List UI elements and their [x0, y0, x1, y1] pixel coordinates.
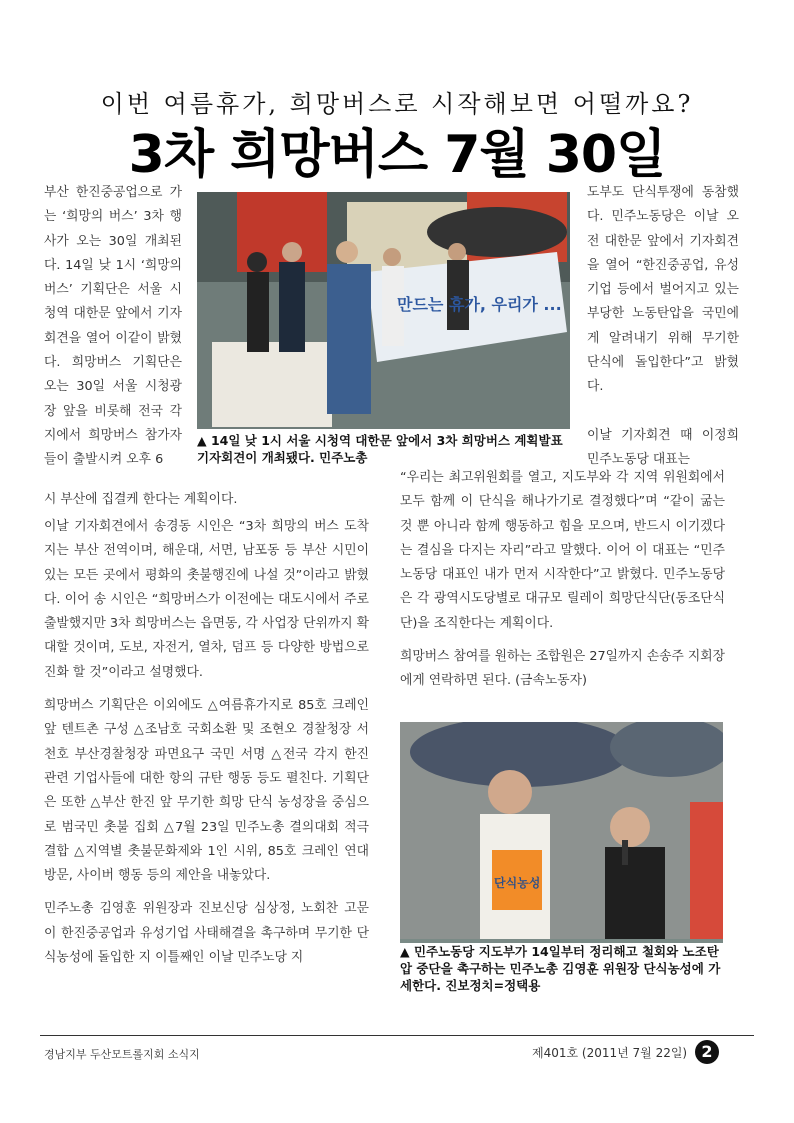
photo-caption-2: ▲ 민주노동당 지도부가 14일부터 정리해고 철회와 노조탄압 중단을 촉구하는 민주노총 김영훈 위원장 단식농성에 가세한다. 진보정치=정택용: [400, 944, 721, 993]
paragraph: 민주노총 김영훈 위원장과 진보신당 심상정, 노회찬 고문이 한진중공업과 유성기업 사태해결을 촉구하며 무기한 단식농성에 돌입한 지 이틀째인 이날 민주노당 지: [44, 901, 369, 966]
hunger-strike-illustration: [400, 722, 723, 939]
hunger-strike-photo: [400, 722, 723, 943]
body-text: 부산 한진중공업으로 가는 ‘희망의 버스’ 3차 행사가 오는 30일 개최된다. 14일 낮 1시 ‘희망의 버스’ 기획단은 서울 시청역 대한문 앞에서 기자회견을 열어 이같이 밝혔다. 희망버스 기획단은 오는 30일 서울 시청광장 앞을 비롯해 전국 각지에서 희망버스 참가자들이 출발시켜 오후 6: [44, 185, 182, 468]
banner-text: 만드는 휴가, 우리가 ...: [397, 295, 562, 314]
press-conference-photo: [197, 192, 570, 429]
body-text: 이날 기자회견 때 이정희 민주노동당 대표는: [587, 428, 739, 468]
right-column-top: [587, 181, 739, 400]
page-title: 3차 희망버스 7월 30일: [128, 125, 666, 185]
left-column-tail: [44, 488, 374, 512]
paragraph: 희망버스 기획단은 이외에도 △여름휴가지로 85호 크레인 앞 텐트촌 구성 △조남호 국회소환 및 조현오 경찰청장 서천호 부산경찰청장 파면요구 국민 서명 △전국 각지 한진 관련 기업사들에 대한 항의 규탄 행동 등도 펼친다. 기획단은 또한 △부산 한진 앞 무기한 희망 단식 농성장을 중심으로 범국민 촛불 집회 △7월 23일 민주노총 결의대회 적극 결합 △지역별 촛불문화제와 1인 시위, 85호 크레인 연대방문, 사이버 행동 등의 제안을 내놓았다.: [44, 698, 369, 884]
paragraph: 이날 기자회견에서 송경동 시인은 “3차 희망의 버스 도착지는 부산 전역이며, 해운대, 서면, 남포동 등 부산 시민이 있는 모든 곳에서 평화의 촛불행진에 나설 것”이라고 밝혔다. 이어 송 시인은 “희망버스가 이전에는 대도시에서 주로 출발했지만 3차 희망버스는 읍면동, 각 사업장 단위까지 확대할 것이며, 도보, 자전거, 열차, 덤프 등 다양한 방법으로 진화 할 것”이라고 설명했다.: [44, 519, 370, 680]
photo-caption-1: ▲ 14일 낮 1시 서울 시청역 대한문 앞에서 3차 희망버스 계획발표 기자회견이 개최됐다. 민주노총: [197, 433, 563, 465]
left-column-top: [44, 181, 182, 473]
body-text: 시 부산에 집결케 한다는 계획이다.: [44, 492, 238, 507]
left-column: [44, 515, 369, 979]
subtitle: 이번 여름휴가, 희망버스로 시작해보면 어떨까요?: [100, 90, 694, 118]
footer-publication: 경남지부 두산모트롤지회 소식지: [44, 1048, 200, 1061]
sign-text: 단식농성: [494, 876, 541, 890]
right-column: [400, 466, 725, 703]
paragraph: “우리는 최고위원회를 열고, 지도부와 각 지역 위원회에서 모두 함께 이 단식을 해나가기로 결정했다”며 “같이 굶는 것 뿐 아니라 함께 행동하고 힘을 모으며, 반드시 이기겠다는 결심을 다지는 자리”라고 말했다. 이어 이 대표는 “민주노동당 대표인 내가 먼저 시작한다”고 밝혔다. 민주노동당은 각 광역시도당별로 대규모 릴레이 희망단식단(동조단식단)을 조직한다는 계획이다.: [400, 470, 725, 631]
footer-issue: 제401호 (2011년 7월 22일): [532, 1046, 688, 1060]
page-number: 2: [695, 1040, 719, 1064]
press-conference-illustration: [197, 192, 570, 429]
body-text: 도부도 단식투쟁에 동참했다. 민주노동당은 이날 오전 대한문 앞에서 기자회견을 열어 “한진중공업, 유성기업 등에서 벌어지고 있는 부당한 노동탄압을 국민에게 알려내기 위해 무기한 단식에 돌입한다”고 밝혔다.: [587, 185, 739, 395]
footer-divider: [40, 1035, 754, 1036]
paragraph: 희망버스 참여를 원하는 조합원은 27일까지 손송주 지회장에게 연락하면 된다. (금속노동자): [400, 649, 726, 689]
